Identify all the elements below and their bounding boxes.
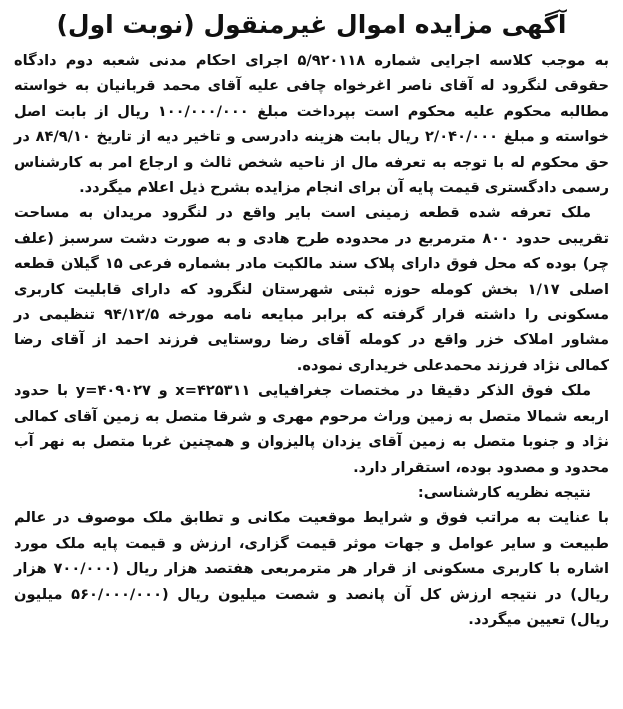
paragraph-execution-case: به موجب کلاسه اجرایی شماره ۵/۹۲۰۱۱۸ اجرای احکام مدنی شعبه دوم دادگاه حقوقی لنگرود له آقای ناصر اغرخواه چافی علیه آقای محمد قربانیان به خواسته مطالبه محکوم علیه محکوم است بپرداخت مبلغ ۱۰۰/۰۰۰/۰۰۰ ریال از بابت اصل خواسته و مبلغ ۲/۰۴۰/۰۰۰ ریال بابت هزینه دادرسی و تاخیر دیه از تاریخ ۸۴/۹/۱۰ در حق محکوم له با توجه به تعرفه مال از ناحیه شخص ثالث و ارجاع امر به کارشناس رسمی دادگستری قیمت پایه آن برای انجام مزایده بشرح ذیل اعلام میگردد. xyxy=(14,52,609,197)
paragraph-property-description: ملک تعرفه شده قطعه زمینی است بایر واقع در لنگرود مریدان به مساحت تقریبی حدود ۸۰۰ مترمربع در محدوده طرح هادی و به صورت دشت سرسبز (علف چر) بوده که محل فوق دارای پلاک سند مالکیت مادر بشماره فرعی ۱۵ گیلان قطعه اصلی ۱/۱۷ بخش کومله حوزه ثبتی شهرستان لنگرود که دارای قابلیت کاربری مسکونی را داشته قرار گرفته که برابر مبایعه نامه مورخه ۹۴/۱۲/۵ تنظیمی در مشاور املاک خزر واقع در کومله آقای رضا روستایی فرزند احمد از آقای رضا کمالی نژاد فرزند محمدعلی خریداری نموده. xyxy=(14,204,609,374)
expert-opinion-paragraph: با عنایت به مراتب فوق و شرایط موقعیت مکانی و تطابق ملک موصوف در عالم طبیعت و سایر عوامل و جهات موثر قیمت گزاری، ارزش و قیمت پایه ملک مورد اشاره با کاربری مسکونی از قرار هر مترمربعی هفتصد هزار ریال (۷۰۰/۰۰۰ هزار ریال) در نتیجه ارزش کل آن پانصد و شصت میلیون ریال (۵۶۰/۰۰۰/۰۰۰ میلیون ریال) تعیین میگردد. xyxy=(14,509,609,628)
paragraph-property-boundaries: ملک فوق الذکر دقیقا در مختصات جغرافیایی x=۴۲۵۳۱۱ و y=۴۰۹۰۲۷ با حدود اربعه شمالا متصل به زمین وراث مرحوم مهری و شرقا متصل به زمین آقای کمالی نژاد و جنوبا متصل به زمین آقای یزدان پالیزوان و همچنین غربا متصل به نهر آب محدود و مصدود بوده، استقرار دارد. xyxy=(14,382,609,476)
expert-opinion-heading: نتیجه نظریه کارشناسی: xyxy=(417,483,591,501)
notice-title: آگهی مزایده اموال غیرمنقول (نوبت اول) xyxy=(56,10,567,39)
